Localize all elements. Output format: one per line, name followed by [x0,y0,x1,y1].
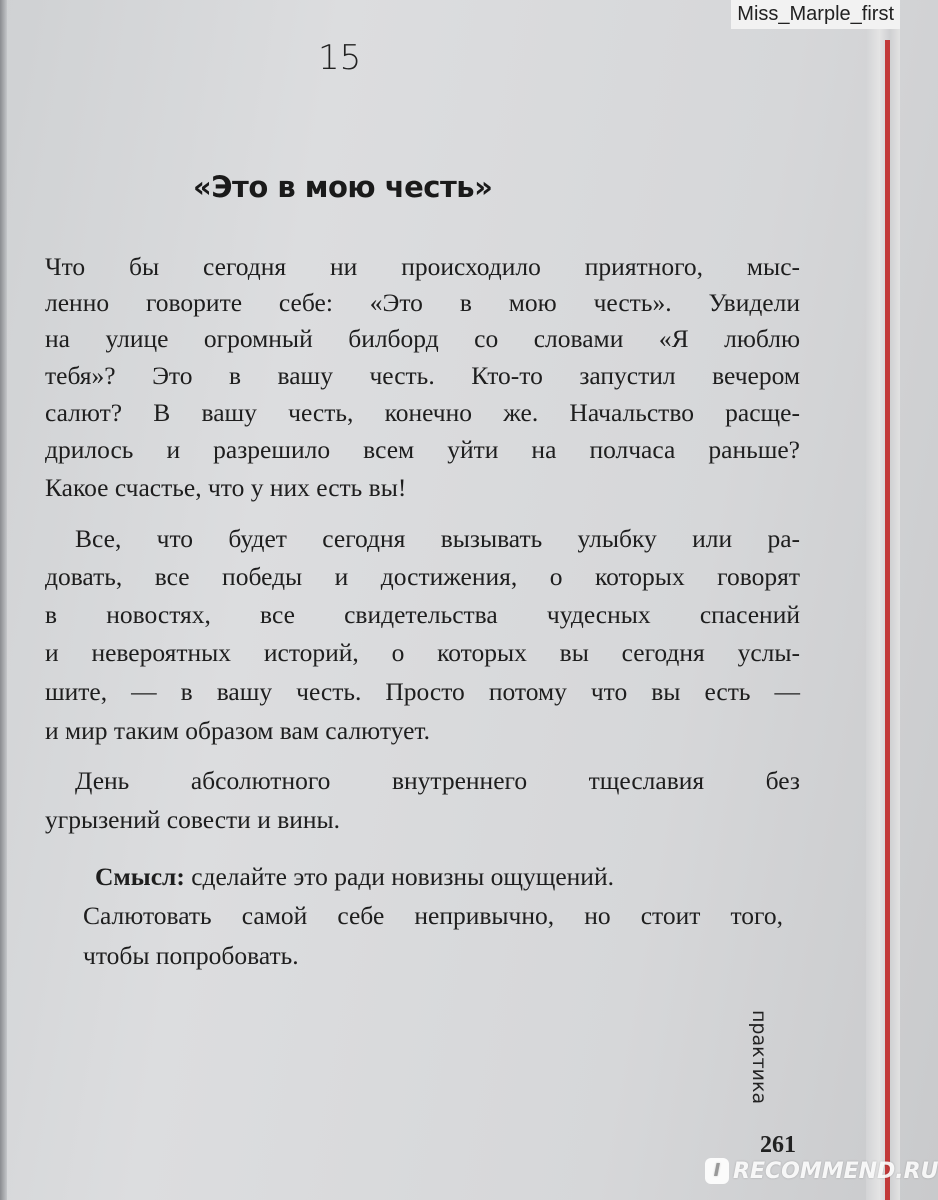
meaning-text: сделайте это ради новизны ощущений. [184,862,614,891]
section-label: практика [748,1010,770,1105]
text-line: Какое счастье, что у них есть вы! [45,473,407,502]
text-line: ленно говорите себе: «Это в мою честь». Увидели [45,288,800,317]
meaning-line: чтобы попробовать. [83,941,299,970]
irecommend-logo-icon: I [705,1158,729,1184]
chapter-number: 15 [318,38,362,78]
text-line: угрызений совести и вины. [45,805,341,834]
site-watermark [705,1158,938,1184]
cover-edge [885,40,890,1200]
text-line: довать, все победы и достижения, о которых говорят [45,562,800,591]
page-edges [866,0,900,1200]
text-line: и невероятных историй, о которых вы сегодня услы- [45,638,800,667]
user-watermark: Miss_Marple_first [731,0,900,29]
meaning-label: Смысл: [95,862,185,891]
text-line: Что бы сегодня ни происходило приятного, мыс- [45,252,800,281]
text-line: салют? В вашу честь, конечно же. Начальство расще- [45,398,800,427]
text-line: дрилось и разрешило всем уйти на полчаса раньше? [45,435,800,464]
text-line: в новостях, все свидетельства чудесных спасений [45,600,800,629]
page-number: 261 [760,1132,796,1158]
meaning-line [95,862,614,892]
text-line: День абсолютного внутреннего тщеславия без [75,766,800,795]
text-line: Все, что будет сегодня вызывать улыбку или ра- [75,524,800,553]
meaning-line: Салютовать самой себе непривычно, но стоит того, [83,901,783,930]
text-line: на улице огромный билборд со словами «Я люблю [45,324,800,353]
chapter-title: «Это в мою честь» [193,170,493,204]
text-line: тебя»? Это в вашу честь. Кто-то запустил вечером [45,361,800,390]
text-line: шите, — в вашу честь. Просто потому что вы есть — [45,677,800,706]
book-spine [0,0,7,1200]
site-watermark-text: RECOMMEND.RU [733,1158,938,1184]
text-line: и мир таким образом вам салютует. [45,716,431,745]
